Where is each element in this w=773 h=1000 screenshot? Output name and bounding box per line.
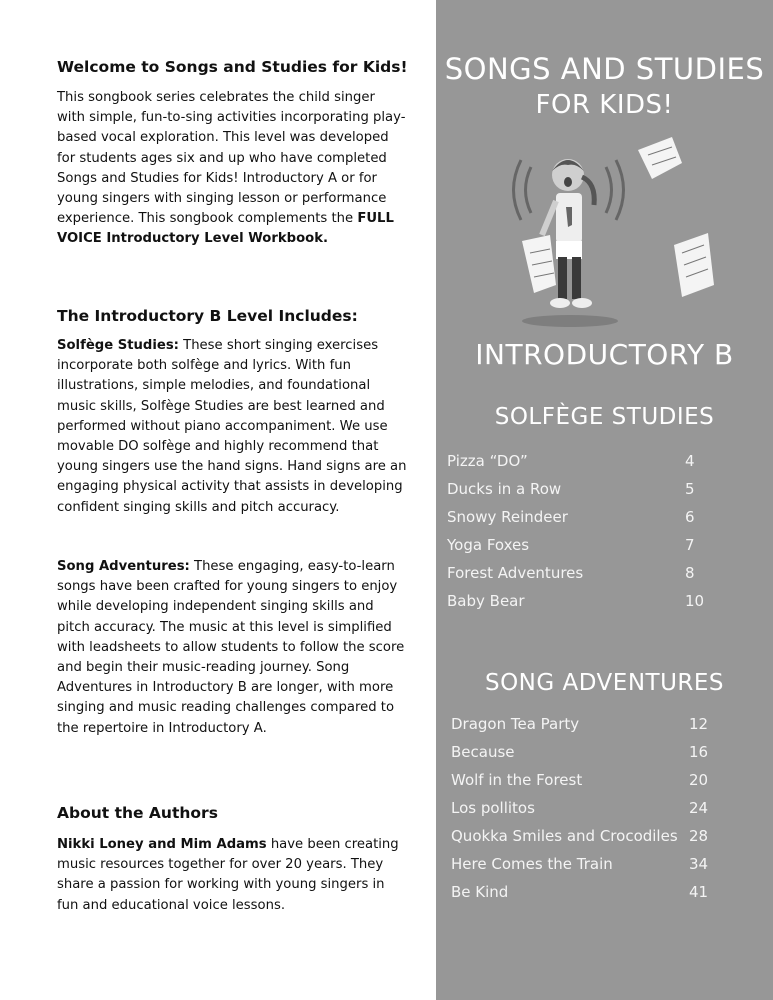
authors-heading: About the Authors bbox=[57, 804, 218, 822]
toc-entry-page: 20 bbox=[689, 771, 709, 789]
toc-entry-page: 7 bbox=[685, 536, 695, 554]
toc-entry bbox=[451, 883, 751, 911]
song-adventures-description: Song Adventures: These engaging, easy-to-learn songs have been crafted for young singers to enjoy while developing independent singing skills and pitch accuracy. The music at this level is simplified with leadsheets to allow students to follow the score and begin their music-reading journey. Song Adventures in Introductory B are longer, with more singing and music reading challenges compared to the repertoire in Introductory A. bbox=[57, 559, 405, 736]
intro-body: This songbook series celebrates the child singer with simple, fun-to-sing activities incorporating play-based vocal exploration. This level was developed for students ages six and up who have completed Songs and Studies for Kids! Introductory A or for young singers with singing lesson or performance experience. This songbook complements the FULL VOICE Introductory Level Workbook. bbox=[57, 90, 406, 247]
authors-body: Nikki Loney and Mim Adams have been creating music resources together for over 20 years. They share a passion for working with young singers in fun and educational voice lessons. bbox=[57, 837, 399, 913]
toc-entry bbox=[451, 799, 751, 827]
toc-entry bbox=[447, 564, 747, 592]
contents-panel bbox=[436, 0, 773, 1000]
intro-heading: Welcome to Songs and Studies for Kids! bbox=[57, 58, 408, 76]
includes-heading: The Introductory B Level Includes: bbox=[57, 307, 358, 325]
solfege-description: Solfège Studies: These short singing exercises incorporate both solfège and lyrics. With fun illustrations, simple melodies, and foundational music skills, Solfège Studies are best learned and performed without piano accompaniment. We use movable DO solfège and highly recommend that young singers use the hand signs. Hand signs are an engaging physical activity that assists in developing confident singing skills and pitch accuracy. bbox=[57, 338, 407, 515]
toc-entry-page: 10 bbox=[685, 592, 705, 610]
toc-entry bbox=[451, 827, 751, 855]
toc-entry bbox=[447, 536, 747, 564]
toc-entry bbox=[451, 715, 751, 743]
toc-entry-title: Baby Bear bbox=[447, 592, 525, 610]
toc-entry-title: Here Comes the Train bbox=[451, 855, 613, 873]
workbook-title: FULL VOICE Introductory Level Workbook. bbox=[57, 211, 394, 247]
toc-entry-title: Ducks in a Row bbox=[447, 480, 562, 498]
toc-entry-title: Snowy Reindeer bbox=[447, 508, 568, 526]
toc-entry-title: Quokka Smiles and Crocodiles bbox=[451, 827, 678, 845]
toc-entry-title: Forest Adventures bbox=[447, 564, 584, 582]
toc-entry-title: Pizza “DO” bbox=[447, 452, 528, 470]
toc-entry-page: 6 bbox=[685, 508, 695, 526]
toc-entry bbox=[451, 855, 751, 883]
toc-entry-page: 24 bbox=[689, 799, 709, 817]
toc-entry-page: 34 bbox=[689, 855, 709, 873]
book-title-line1: SONGS AND STUDIES bbox=[444, 52, 765, 86]
toc-entry bbox=[447, 480, 747, 508]
toc-entry bbox=[447, 452, 747, 480]
singing-girl-illustration bbox=[476, 135, 736, 335]
solfege-studies-heading: SOLFÈGE STUDIES bbox=[494, 404, 715, 430]
book-title bbox=[436, 52, 773, 120]
toc-entry-title: Los pollitos bbox=[451, 799, 535, 817]
toc-entry-title: Dragon Tea Party bbox=[451, 715, 580, 733]
toc-entry bbox=[447, 592, 747, 620]
toc-entry-title: Be Kind bbox=[451, 883, 509, 901]
book-title-line2: FOR KIDS! bbox=[535, 90, 674, 120]
toc-entry-page: 41 bbox=[689, 883, 709, 901]
toc-entry-page: 4 bbox=[685, 452, 695, 470]
toc-entry-page: 8 bbox=[685, 564, 695, 582]
toc-entry-page: 12 bbox=[689, 715, 709, 733]
level-title: INTRODUCTORY B bbox=[475, 338, 734, 371]
toc-entry-title: Yoga Foxes bbox=[447, 536, 530, 554]
toc-entry-title: Wolf in the Forest bbox=[451, 771, 583, 789]
toc-entry bbox=[451, 771, 751, 799]
song-adventures-heading: SONG ADVENTURES bbox=[484, 670, 725, 696]
toc-entry-page: 16 bbox=[689, 743, 709, 761]
toc-entry bbox=[447, 508, 747, 536]
toc-entry-page: 5 bbox=[685, 480, 695, 498]
toc-entry-title: Because bbox=[451, 743, 515, 761]
toc-entry bbox=[451, 743, 751, 771]
toc-entry-page: 28 bbox=[689, 827, 709, 845]
